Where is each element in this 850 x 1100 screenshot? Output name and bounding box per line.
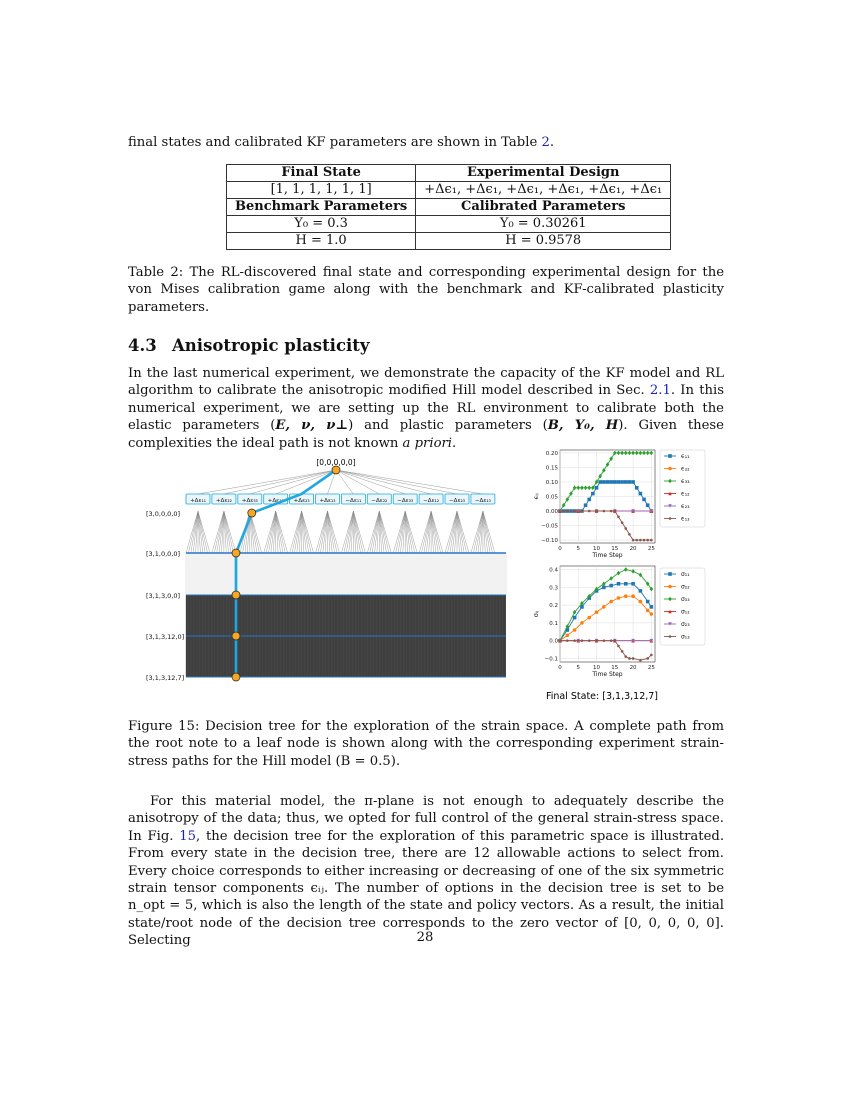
tree-edge — [405, 511, 415, 553]
tree-node — [232, 673, 240, 681]
action-label: +Δε₂₂ — [215, 497, 232, 504]
tree-edge — [473, 511, 483, 553]
y-tick-label: 0.4 — [549, 567, 558, 574]
y-tick-label: −0.10 — [541, 538, 558, 545]
tree-edge — [452, 511, 457, 553]
data-point — [566, 510, 569, 513]
action-label: −Δε₁₃ — [474, 497, 491, 504]
tree-edge — [198, 470, 336, 494]
data-point — [631, 480, 635, 484]
data-point — [581, 639, 584, 642]
paragraph — [128, 793, 724, 950]
data-point — [624, 480, 628, 484]
level-label: [3,1,0,0,0] — [146, 550, 181, 558]
tree-edge — [302, 511, 307, 553]
table-cell: Y₀ = 0.3 — [227, 216, 416, 233]
table-row — [227, 199, 671, 216]
tree-edge — [276, 511, 286, 553]
action-label: +Δε₂₃ — [293, 497, 310, 504]
data-point — [668, 572, 672, 576]
y-axis-label: σᵢⱼ — [532, 610, 540, 618]
data-point — [617, 516, 620, 519]
stress-chart — [532, 566, 705, 678]
y-tick-label: 0.15 — [545, 465, 558, 472]
data-point — [624, 582, 628, 586]
x-tick-label: 0 — [558, 546, 562, 552]
table-header-cell: Final State — [227, 165, 416, 182]
tree-edge — [266, 511, 276, 553]
action-label: −Δε₃₃ — [397, 497, 414, 504]
tree-edge — [250, 470, 336, 494]
legend-label: ϵ₁₂ — [681, 490, 690, 498]
table-row — [227, 165, 671, 182]
action-label: +Δε₁₁ — [189, 497, 207, 504]
data-point — [566, 634, 570, 638]
legend-label: σ₃₃ — [681, 596, 690, 604]
table-row — [227, 233, 671, 250]
tree-edge — [188, 511, 198, 553]
para-text: In the last numerical experiment, we demonstrate the capacity of the KF model and RL algorithm to calibrate the anisotropic modified Hill model described in Sec. — [128, 366, 724, 399]
y-tick-label: 0.20 — [545, 450, 558, 457]
tree-edge — [431, 511, 436, 553]
page-number: 28 — [416, 930, 434, 945]
data-point — [646, 609, 650, 613]
section-title: Anisotropic plasticity — [172, 336, 370, 355]
data-point — [632, 539, 635, 542]
x-tick-label: 25 — [647, 665, 655, 671]
data-point — [606, 480, 610, 484]
data-point — [650, 605, 654, 609]
data-point — [588, 510, 591, 513]
level-label: [3,1,3,0,0] — [146, 592, 181, 600]
data-point — [588, 639, 591, 642]
data-point — [584, 503, 588, 507]
tree-edge — [276, 511, 281, 553]
x-tick-label: 5 — [576, 665, 581, 671]
decision-tree-svg — [128, 444, 728, 714]
data-point — [613, 480, 617, 484]
data-point — [598, 480, 602, 484]
legend-label: σ₂₂ — [681, 583, 690, 591]
data-point — [642, 498, 646, 502]
data-point — [587, 616, 591, 620]
plastic-params: B, Y₀, H — [547, 418, 619, 434]
tree-edge — [292, 511, 302, 553]
table-ref-link[interactable]: 2 — [541, 135, 550, 150]
data-point — [628, 533, 631, 536]
data-point — [639, 659, 642, 662]
data-point — [595, 610, 599, 614]
legend-label: ϵ₂₃ — [681, 503, 690, 511]
tree-edge — [375, 511, 380, 553]
x-tick-label: 20 — [629, 546, 637, 552]
data-point — [639, 539, 642, 542]
y-tick-label: 0.1 — [549, 620, 558, 627]
action-label: −Δε₁₁ — [345, 497, 362, 504]
action-label: +Δε₃₃ — [241, 497, 258, 504]
action-boxes — [186, 494, 495, 504]
data-point — [632, 657, 635, 660]
tree-edge — [336, 470, 431, 494]
tree-edge — [193, 511, 198, 553]
table-caption: Table 2: The RL-discovered final state and corresponding experimental design for the von Mises calibration game along with the benchmark and KF-calibrated plasticity parameters. — [128, 265, 724, 315]
tree-edge — [328, 511, 338, 553]
data-point — [610, 510, 613, 513]
data-point — [621, 650, 624, 653]
data-point — [668, 479, 672, 484]
x-tick-label: 0 — [558, 665, 562, 671]
tree-edge — [224, 511, 229, 553]
data-point — [635, 539, 638, 542]
action-label: +Δε₁₃ — [319, 497, 336, 504]
data-point — [646, 657, 649, 660]
legend-label: ϵ₃₃ — [681, 478, 690, 486]
table-cell: Y₀ = 0.30261 — [416, 216, 671, 233]
data-point — [639, 600, 643, 604]
tree-edge — [344, 511, 354, 553]
tree-edge — [483, 511, 488, 553]
action-label: −Δε₂₂ — [371, 497, 388, 504]
table-cell: +Δϵ₁, +Δϵ₁, +Δϵ₁, +Δϵ₁, +Δϵ₁, +Δϵ₁ — [416, 182, 671, 199]
data-point — [624, 527, 627, 530]
data-point — [603, 639, 606, 642]
dense-leaf-block — [186, 553, 506, 677]
data-point — [646, 600, 650, 604]
data-point — [617, 645, 620, 648]
tree-edge — [302, 511, 312, 553]
data-point — [602, 605, 606, 609]
data-point — [628, 480, 632, 484]
data-point — [650, 612, 654, 616]
data-point — [614, 639, 617, 642]
tree-edge — [214, 511, 224, 553]
data-point — [631, 594, 635, 598]
x-tick-label: 20 — [629, 665, 637, 671]
y-tick-label: 0.2 — [549, 603, 558, 610]
data-point — [581, 510, 584, 513]
data-point — [559, 510, 562, 513]
tree-edge — [426, 511, 431, 553]
tree-edge — [370, 511, 380, 553]
table-header-cell: Calibrated Parameters — [416, 199, 671, 216]
tree-edge — [297, 511, 302, 553]
tree-node — [232, 549, 240, 557]
data-point — [573, 639, 576, 642]
para-text: ). Given these complexities the ideal path is not known — [128, 418, 724, 451]
tree-edge — [353, 511, 358, 553]
x-tick-label: 10 — [593, 546, 601, 552]
data-point — [573, 616, 577, 620]
tree-node — [232, 632, 240, 640]
tree-edge — [483, 511, 493, 553]
tree-edge — [422, 511, 432, 553]
data-point — [617, 582, 621, 586]
tree-edge — [396, 511, 406, 553]
data-point — [669, 517, 672, 520]
y-tick-label: 0.0 — [549, 638, 558, 645]
legend-label: σ₁₁ — [681, 571, 690, 579]
data-point — [668, 597, 672, 602]
para-text: For this material model, the π-plane is not enough to adequately describe the anisotropy of the data; thus, we opted for full control of the general strain-stress space. In Fig. — [128, 794, 724, 844]
data-point — [668, 467, 672, 471]
tree-edge — [224, 511, 234, 553]
data-point — [620, 480, 624, 484]
y-tick-label: 0.00 — [545, 509, 558, 516]
data-point — [668, 454, 672, 458]
tree-edge — [379, 511, 389, 553]
final-state-label: Final State: [3,1,3,12,7] — [545, 691, 659, 702]
table-header-cell: Experimental Design — [416, 165, 671, 182]
table-row — [227, 182, 671, 199]
table-header-cell: Benchmark Parameters — [227, 199, 416, 216]
emphasis-text: a priori — [402, 435, 453, 451]
data-point — [610, 639, 613, 642]
legend-label: σ₁₂ — [681, 608, 690, 616]
data-point — [635, 486, 639, 490]
intro-text — [128, 134, 724, 151]
tree-branches — [186, 470, 495, 553]
figure-15 — [128, 444, 728, 714]
data-point — [587, 498, 591, 502]
table-cell: H = 0.9578 — [416, 233, 671, 250]
level-label: [3,1,3,12,0] — [146, 633, 185, 641]
tree-edge — [400, 511, 405, 553]
intro-text-body: final states and calibrated KF parameters are shown in Table — [128, 135, 542, 150]
section-ref-link[interactable]: 2.1 — [649, 383, 671, 399]
intro-text-end: . — [549, 135, 555, 150]
action-label: −Δε₂₃ — [448, 497, 466, 504]
tree-edge — [198, 511, 208, 553]
legend-label: ϵ₁₁ — [681, 453, 690, 461]
data-point — [624, 655, 627, 658]
elastic-params: E, ν, ν⊥ — [275, 418, 349, 434]
data-point — [624, 594, 628, 598]
data-point — [631, 582, 635, 586]
y-tick-label: 0.3 — [549, 585, 558, 592]
data-point — [614, 510, 617, 513]
data-point — [669, 635, 672, 638]
table-cell: H = 1.0 — [227, 233, 416, 250]
strain-chart — [532, 450, 705, 559]
tree-edge — [457, 511, 467, 553]
data-point — [650, 539, 653, 542]
legend-label: σ₂₃ — [681, 621, 690, 629]
section-heading — [128, 336, 369, 355]
data-point — [566, 639, 569, 642]
para-text: . In this numerical experiment, we are setting up the RL environment to calibrate both the elastic parameters ( — [128, 383, 724, 434]
x-tick-label: 10 — [593, 665, 601, 671]
tree-edge — [328, 511, 333, 553]
tree-edge — [457, 511, 462, 553]
x-tick-label: 25 — [647, 546, 655, 552]
data-point — [603, 510, 606, 513]
data-point — [646, 503, 650, 507]
x-tick-label: 15 — [611, 546, 619, 552]
figure-ref-link[interactable]: 15 — [179, 828, 197, 844]
level-label: [3,1,3,12,7] — [146, 674, 185, 682]
section-number: 4.3 — [128, 336, 157, 355]
data-point — [617, 480, 621, 484]
tree-edge — [478, 511, 483, 553]
tree-edge — [349, 511, 354, 553]
tree-edge — [405, 511, 410, 553]
para-text: ) and plastic parameters ( — [348, 418, 548, 434]
tree-edge — [353, 511, 363, 553]
y-tick-label: −0.1 — [544, 656, 558, 663]
figure-caption: Figure 15: Decision tree for the exploration of the strain space. A complete path from the root note to a leaf node is shown along with the corresponding experiment strain-stress paths for the Hill model (B = 0.5). — [128, 719, 724, 769]
table-row — [227, 216, 671, 233]
data-point — [617, 596, 621, 600]
legend-label: ϵ₁₃ — [681, 515, 690, 523]
level-label: [3,0,0,0,0] — [146, 510, 181, 518]
data-point — [595, 486, 599, 490]
data-point — [573, 628, 577, 632]
y-tick-label: 0.05 — [545, 494, 558, 501]
tree-edge — [323, 511, 328, 553]
y-axis-label: ϵᵢⱼ — [532, 493, 540, 500]
legend-label: ϵ₂₂ — [681, 465, 690, 473]
tree-node — [248, 509, 256, 517]
tree-edge — [447, 511, 457, 553]
legend-label: σ₁₃ — [681, 633, 690, 641]
data-point — [591, 492, 595, 496]
tree-edge — [431, 511, 441, 553]
data-point — [646, 539, 649, 542]
results-table — [226, 164, 671, 250]
tree-edge — [318, 511, 328, 553]
tree-edge — [379, 511, 384, 553]
data-point — [595, 510, 598, 513]
tree-node — [332, 466, 340, 474]
tree-edge — [271, 511, 276, 553]
tree-edge — [219, 511, 224, 553]
y-tick-label: 0.10 — [545, 479, 558, 486]
data-point — [668, 585, 672, 589]
x-tick-label: 15 — [611, 665, 619, 671]
table-cell: [1, 1, 1, 1, 1, 1] — [227, 182, 416, 199]
data-point — [628, 657, 631, 660]
action-label: −Δε₁₂ — [423, 497, 440, 504]
data-point — [580, 621, 584, 625]
level-labels — [146, 510, 184, 682]
x-axis-label: Time Step — [592, 552, 623, 559]
data-point — [595, 639, 598, 642]
x-axis-label: Time Step — [592, 671, 623, 678]
y-tick-label: −0.05 — [541, 523, 558, 530]
data-point — [559, 639, 562, 642]
para-text: , the decision tree for the exploration of this parametric space is illustrated. From every state in the decision tree, there are 12 allowable actions to select from. Every choice corresponds to either increasing or decreasing of one of the six symmetric strain tensor components ϵᵢⱼ. The number of options in the decision tree is set to be n_opt = 5, which is also the length of the state and policy vectors. As a result, the initial state/root node of the decision tree corresponds to the zero vector of [0, 0, 0, 0, 0]. Selecting — [128, 828, 725, 949]
data-point — [573, 510, 576, 513]
x-tick-label: 5 — [576, 546, 581, 552]
tree-node — [232, 591, 240, 599]
root-label: [0,0,0,0,0] — [316, 458, 356, 467]
tree-edge — [198, 511, 203, 553]
tree-edge — [336, 470, 457, 494]
data-point — [602, 480, 606, 484]
data-point — [609, 480, 613, 484]
data-point — [609, 600, 613, 604]
data-point — [639, 589, 643, 593]
data-point — [609, 584, 613, 588]
paragraph — [128, 365, 724, 452]
tree-edge — [336, 470, 405, 494]
data-point — [639, 492, 643, 496]
para-text: . — [452, 435, 457, 451]
action-label: +Δε₁₂ — [267, 497, 284, 504]
data-point — [650, 654, 653, 657]
data-point — [643, 539, 646, 542]
data-point — [621, 521, 624, 524]
